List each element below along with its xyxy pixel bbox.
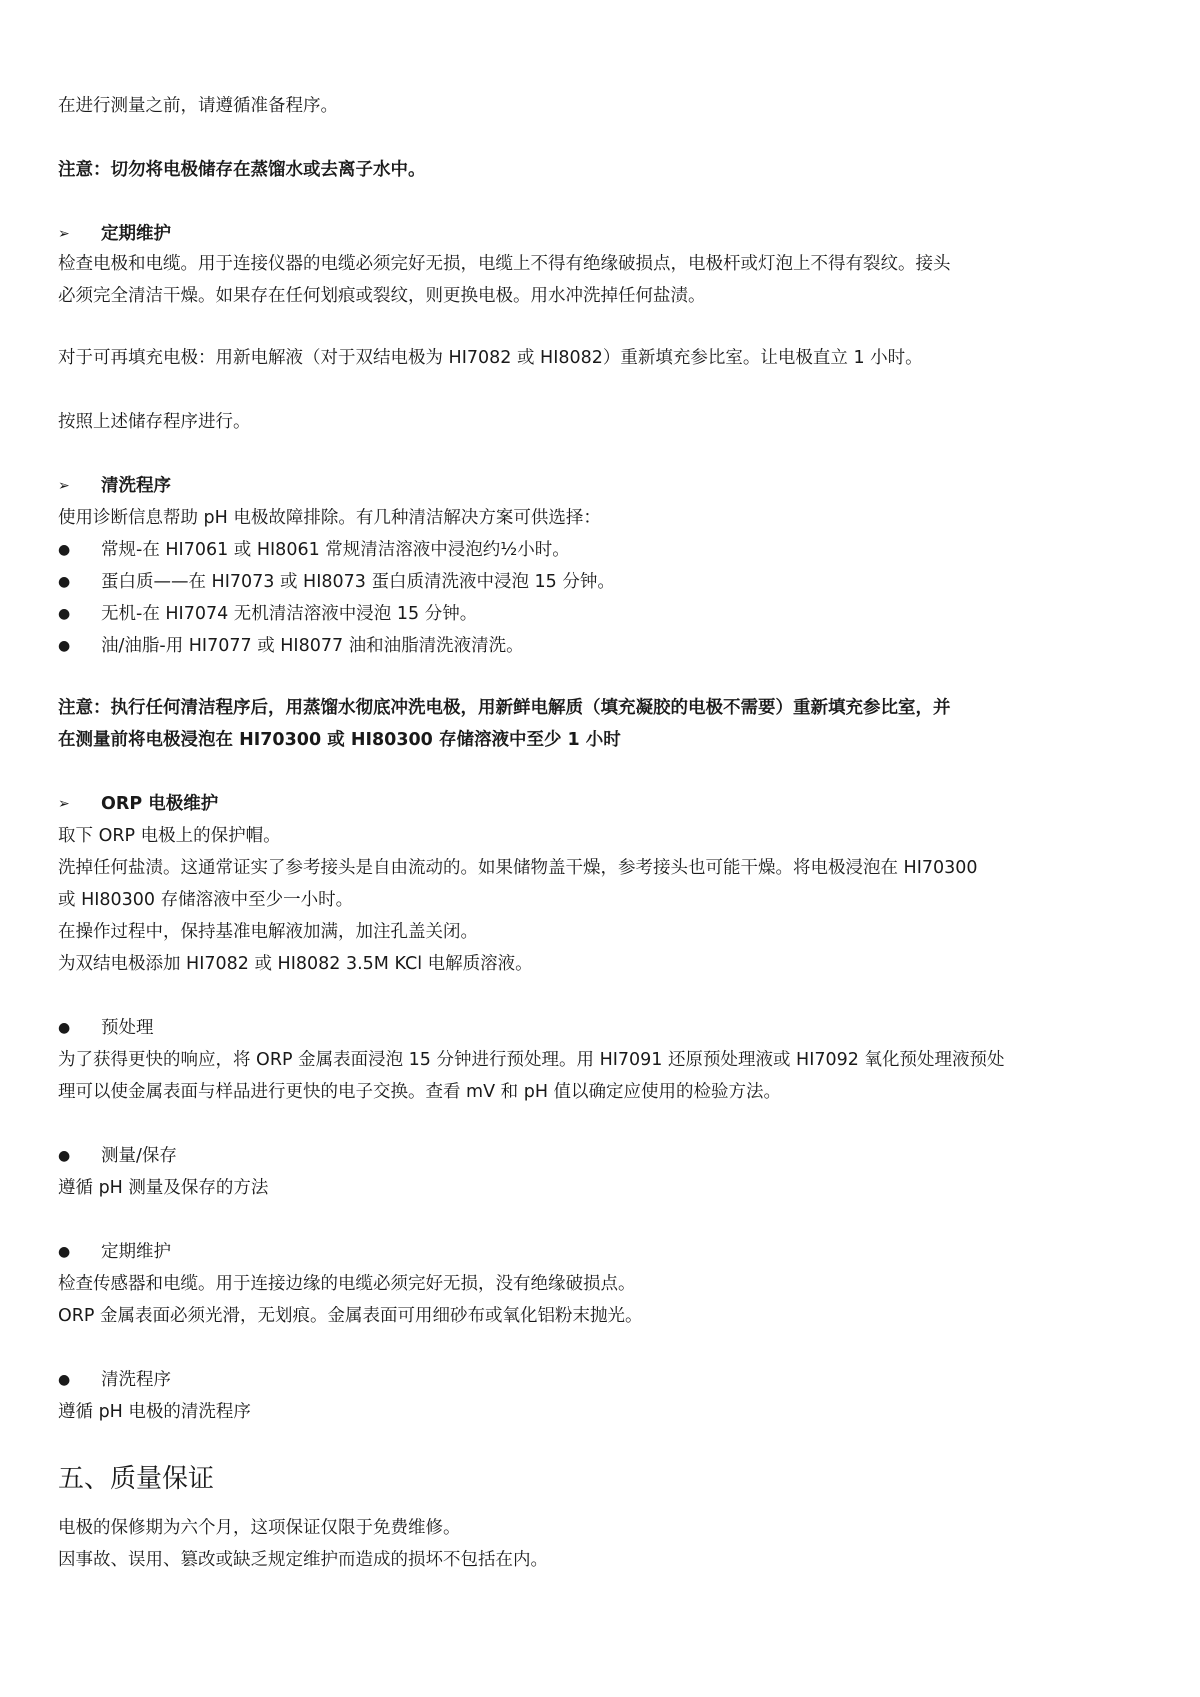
- bullet-icon: ●: [58, 542, 71, 558]
- bullet-icon: ●: [58, 574, 71, 590]
- paragraph-line: 检查传感器和电缆。用于连接边缘的电缆必须完好无损，没有绝缘破损点。: [58, 1274, 636, 1294]
- periodic-maintenance-title: 定期维护: [101, 224, 171, 244]
- paragraph-line: 电极的保修期为六个月，这项保证仅限于免费维修。: [58, 1518, 461, 1538]
- paragraph-line: 遵循 pH 电极的清洗程序: [58, 1402, 251, 1422]
- paragraph-line: 检查电极和电缆。用于连接仪器的电缆必须完好无损，电缆上不得有绝缘破损点，电极杆或灯泡上不得有裂纹。接头: [58, 254, 951, 274]
- paragraph-line: 遵循 pH 测量及保存的方法: [58, 1178, 269, 1198]
- paragraph-line: 或 HI80300 存储溶液中至少一小时。: [58, 890, 354, 910]
- bullet-icon: ●: [58, 1148, 71, 1164]
- arrow-bullet-icon: ➢: [58, 226, 70, 242]
- bullet-icon: ●: [58, 638, 71, 654]
- warranty-heading: 五、质量保证: [58, 1464, 215, 1494]
- paragraph-line: 在操作过程中，保持基准电解液加满，加注孔盖关闭。: [58, 922, 478, 942]
- bullet-icon: ●: [58, 1020, 71, 1036]
- paragraph-line: 因事故、误用、篡改或缺乏规定维护而造成的损坏不包括在内。: [58, 1550, 548, 1570]
- refill-instruction: 对于可再填充电极：用新电解液（对于双结电极为 HI7082 或 HI8082）重新填充参比室。让电极直立 1 小时。: [58, 348, 923, 368]
- cleaning-note-line: 注意：执行任何清洁程序后，用蒸馏水彻底冲洗电极，用新鲜电解质（填充凝胶的电极不需要）重新填充参比室，并: [58, 698, 951, 718]
- arrow-bullet-icon: ➢: [58, 478, 70, 494]
- cleaning-title: 清洗程序: [101, 476, 171, 496]
- paragraph-line: 理可以使金属表面与样品进行更快的电子交换。查看 mV 和 pH 值以确定应使用的检验方法。: [58, 1082, 782, 1102]
- bullet-icon: ●: [58, 606, 71, 622]
- paragraph-line: 必须完全清洁干燥。如果存在任何划痕或裂纹，则更换电极。用水冲洗掉任何盐渍。: [58, 286, 706, 306]
- arrow-bullet-icon: ➢: [58, 796, 70, 812]
- paragraph-line: 为双结电极添加 HI7082 或 HI8082 3.5M KCl 电解质溶液。: [58, 954, 533, 974]
- cleaning-note-line: 在测量前将电极浸泡在 HI70300 或 HI80300 存储溶液中至少 1 小时: [58, 730, 621, 750]
- cleaning-intro: 使用诊断信息帮助 pH 电极故障排除。有几种清洁解决方案可供选择：: [58, 508, 601, 528]
- paragraph-line: 取下 ORP 电极上的保护帽。: [58, 826, 281, 846]
- paragraph-line: 为了获得更快的响应，将 ORP 金属表面浸泡 15 分钟进行预处理。用 HI7091 还原预处理液或 HI7092 氧化预处理液预处: [58, 1050, 1005, 1070]
- storage-note: 注意：切勿将电极储存在蒸馏水或去离子水中。: [58, 160, 426, 180]
- paragraph-line: ORP 金属表面必须光滑，无划痕。金属表面可用细砂布或氧化铝粉末抛光。: [58, 1306, 643, 1326]
- orp-title: ORP 电极维护: [101, 794, 219, 814]
- bullet-icon: ●: [58, 1372, 71, 1388]
- storage-reference: 按照上述储存程序进行。: [58, 412, 251, 432]
- paragraph-line: 洗掉任何盐渍。这通常证实了参考接头是自由流动的。如果储物盖干燥，参考接头也可能干燥。将电极浸泡在 HI70300: [58, 858, 978, 878]
- bullet-icon: ●: [58, 1244, 71, 1260]
- intro-text: 在进行测量之前，请遵循准备程序。: [58, 96, 338, 116]
